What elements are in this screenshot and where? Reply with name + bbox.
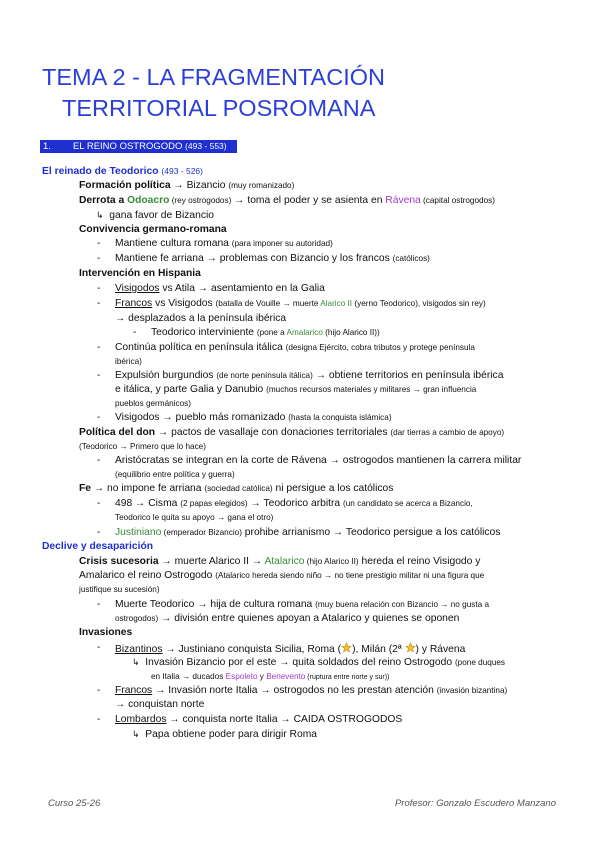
line-crisis-3: justifique su sucesión): [79, 585, 160, 594]
line-teo-int: [151, 327, 380, 339]
name-amalarico: Amalarico: [286, 328, 323, 337]
page-title-line-1: TEMA 2 - LA FRAGMENTACIÓN: [42, 64, 385, 90]
subheading-reinado: [42, 166, 203, 177]
term-francos: Francos: [115, 685, 153, 696]
text: gana favor de Bizancio: [109, 210, 215, 221]
line-crisis-2: [79, 570, 484, 582]
bullet-dash: -: [97, 253, 101, 264]
text: → no impone fe arriana: [91, 483, 205, 494]
page-title-line-2: TERRITORIAL POSROMANA: [62, 95, 376, 121]
note: (batalla de Vouille → muerte: [215, 299, 321, 308]
line-expulsion-3: pueblos germánicos): [115, 399, 192, 408]
text: Invasión Bizancio por el este → quita soldados del reino Ostrogodo: [145, 657, 455, 668]
text: vs Atila → asentamiento en la Galia: [159, 283, 325, 294]
bullet-dash: -: [97, 714, 101, 725]
bullet-dash: -: [97, 238, 101, 249]
place-ravena: Rávena: [385, 195, 421, 206]
section-label: EL REINO OSTROGODO: [72, 141, 183, 152]
line-bizantinos: [115, 642, 465, 656]
line-expulsion-2: [115, 384, 476, 396]
text: Continúa política en península itálica: [115, 342, 286, 353]
subheading-declive: Declive y desaparición: [42, 541, 154, 552]
bullet-dash: -: [97, 370, 101, 381]
line-francos: [115, 685, 507, 697]
line-muerte-teo: [115, 599, 489, 611]
text: vs Visigodos: [152, 298, 216, 309]
line-aristo: Aristócratas se integran en la corte de Rávena → ostrogodos mantienen la carrera militar: [115, 455, 522, 466]
text: → división entre quienes apoyan a Atalarico y quienes se oponen: [158, 613, 460, 624]
note: (invasión bizantina): [436, 686, 508, 695]
name-odoacro: Odoacro: [127, 195, 170, 206]
note: (para imponer su autoridad): [231, 239, 333, 248]
text: Mantiene fe arriana → problemas con Bizancio y los francos: [115, 253, 393, 264]
line-continua: [115, 342, 475, 354]
line-fe: [79, 483, 393, 495]
note: (hasta la conquista islámica): [288, 413, 392, 422]
text: → obtiene territorios en península ibérica: [312, 370, 504, 381]
note: (capital ostrogodos): [420, 196, 495, 205]
text: Muerte Teodorico → hija de cultura romana: [115, 599, 316, 610]
subheading-label: El reinado de Teodorico: [42, 166, 159, 177]
bullet-dash: -: [97, 498, 101, 509]
note: (designa Ejército, cobra tributos y protege península: [285, 343, 475, 352]
name-justiniano: Justiniano: [115, 527, 162, 538]
line-interv-1: [115, 283, 325, 295]
line-convivencia: Convivencia germano-romana: [79, 224, 227, 235]
note: (ruptura entre norte y sur)): [305, 674, 390, 681]
text: ) y Rávena: [415, 644, 466, 655]
line-inv-biz-2: [151, 671, 389, 684]
text: → Justiniano conquista Sicilia, Roma (: [162, 644, 342, 655]
text: Mantiene cultura romana: [115, 238, 232, 249]
line-conv-2: [115, 253, 430, 265]
note: (muy romanizado): [228, 181, 295, 190]
term-derrota: Derrota a: [79, 195, 128, 206]
text: Visigodos → pueblo más romanizado: [115, 412, 289, 423]
place-espoleto: Espoleto: [225, 672, 258, 681]
text: → Bizancio: [170, 180, 229, 191]
text: → conquista norte Italia → CAIDA OSTROGODOS: [166, 714, 403, 725]
bullet-dash: -: [97, 599, 101, 610]
note: (sociedad católica): [204, 484, 273, 493]
text: y: [257, 672, 267, 681]
line-continua-2: ibérica): [115, 357, 142, 366]
term-crisis: Crisis sucesoria: [79, 556, 159, 567]
line-interv-2: [115, 298, 486, 310]
line-lombardos: [115, 714, 402, 726]
bullet-dash: -: [97, 685, 101, 696]
line-favor: [96, 209, 214, 222]
note: (católicos): [392, 254, 430, 263]
line-intervencion: Intervención en Hispania: [79, 268, 201, 279]
line-conv-1: [115, 238, 333, 250]
line-crisis: [79, 556, 480, 568]
star-icon: [405, 642, 416, 653]
note: ostrogodos): [115, 614, 159, 623]
bullet-dash: -: [133, 327, 137, 338]
note: (Atalarico hereda siendo niño → no tiene prestigio militar ni una figura que: [215, 571, 485, 580]
note: (hijo Alarico II)): [322, 328, 380, 337]
line-inv-biz: [132, 656, 505, 669]
line-cisma-2: Teodorico le quita su apoyo → gana el otro): [115, 513, 274, 522]
footer-course: Curso 25-26: [48, 798, 101, 809]
note: (rey ostrogodos): [169, 196, 232, 205]
text: → toma el poder y se asienta en: [231, 195, 386, 206]
line-aristo-2: (equilibrio entre política y guerra): [115, 470, 235, 479]
line-expulsion: [115, 370, 503, 382]
note: (2 papas elegidos): [180, 499, 248, 508]
text: 498 → Cisma: [115, 498, 181, 509]
note: (muy buena relación con Bizancio → no gusta a: [315, 600, 489, 609]
text: e itálica, y parte Galia y Danubio: [115, 384, 267, 395]
note: (un candidato se acerca a Bizancio,: [343, 499, 473, 508]
note: en Italia → ducados: [151, 672, 226, 681]
term-bizantinos: Bizantinos: [115, 644, 163, 655]
bullet-dash: -: [97, 283, 101, 294]
text: ), Milán (2ª: [352, 644, 405, 655]
text: → muerte Alarico II →: [158, 556, 265, 567]
line-derrota: [79, 195, 495, 207]
term-formacion: Formación política: [79, 180, 171, 191]
line-interv-2b: → desplazados a la península ibérica: [115, 313, 287, 324]
star-icon: [341, 642, 352, 653]
bullet-dash: -: [97, 527, 101, 538]
text: Expulsión burgundios: [115, 370, 217, 381]
note: (de norte península itálica): [216, 371, 313, 380]
note: (muchos recursos materiales y militares → gran influencia: [266, 385, 477, 394]
text: ni persigue a los católicos: [272, 483, 394, 494]
line-papa: [132, 728, 317, 741]
note: (pone a: [256, 328, 287, 337]
term-politica: Política del don: [79, 427, 156, 438]
place-benevento: Benevento: [266, 672, 306, 681]
text: hereda el reino Visigodo y: [358, 556, 481, 567]
text: → Teodorico arbitra: [247, 498, 344, 509]
subheading-dates: (493 - 526): [161, 166, 203, 176]
line-politica: [79, 427, 504, 439]
bullet-dash: -: [97, 342, 101, 353]
line-politica-2: (Teodorico → Primero que lo hace): [79, 442, 206, 451]
section-heading: [40, 140, 237, 153]
note: (pone duques: [454, 658, 506, 667]
arrow-icon: ↳: [132, 657, 140, 667]
term-lombardos: Lombardos: [115, 714, 167, 725]
arrow-icon: ↳: [132, 729, 140, 739]
name-atalarico: Atalarico: [264, 556, 305, 567]
note: (hijo Alarico II): [304, 557, 359, 566]
note: (yerno Teodorico), visigodos sin rey): [352, 299, 486, 308]
name-alarico: Alarico II: [320, 299, 353, 308]
bullet-dash: -: [97, 642, 101, 653]
term-francos: Francos: [115, 298, 153, 309]
text: → pactos de vasallaje con donaciones territoriales: [155, 427, 391, 438]
text: prohibe arrianismo → Teodorico persigue a los católicos: [241, 527, 501, 538]
section-number: 1.: [43, 141, 51, 152]
term-fe: Fe: [79, 483, 92, 494]
line-justiniano: [115, 527, 500, 539]
text: Amalarico el reino Ostrogodo: [79, 570, 216, 581]
footer-teacher: Profesor: Gonzalo Escudero Manzano: [394, 798, 556, 809]
arrow-icon: ↳: [96, 210, 104, 220]
term-visigodos: Visigodos: [115, 283, 160, 294]
text: → Invasión norte Italia → ostrogodos no les prestan atención: [152, 685, 437, 696]
line-formacion: [79, 180, 294, 192]
text: Teodorico interviniente: [151, 327, 257, 338]
line-francos-2: → conquistan norte: [115, 699, 205, 710]
text: Papa obtiene poder para dirigir Roma: [145, 729, 317, 740]
line-invasiones: Invasiones: [79, 627, 133, 638]
bullet-dash: -: [97, 455, 101, 466]
line-visig-rom: [115, 412, 392, 424]
note: (emperador Bizancio): [161, 528, 242, 537]
line-muerte-teo-2: [115, 613, 459, 625]
line-cisma: [115, 498, 473, 510]
bullet-dash: -: [97, 298, 101, 309]
note: (dar tierras a cambio de apoyo): [390, 428, 505, 437]
bullet-dash: -: [97, 412, 101, 423]
section-dates: (493 - 553): [185, 141, 227, 151]
